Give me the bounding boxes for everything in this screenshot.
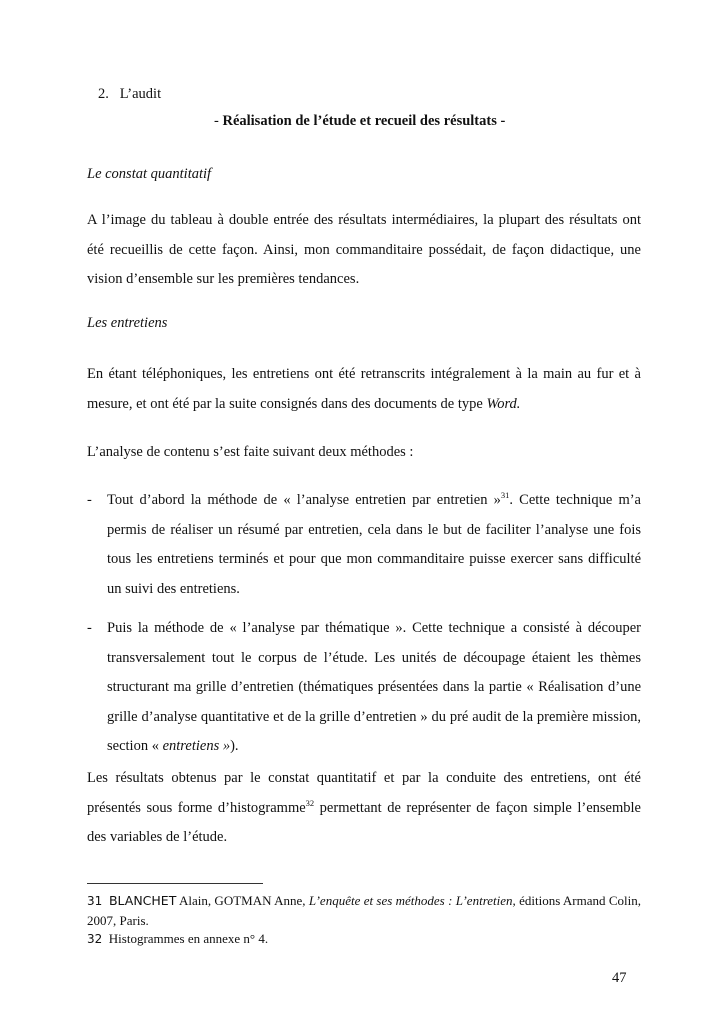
subtitle-text: Réalisation de l’étude et recueil des résultats -: [222, 113, 506, 129]
footnote-31-title: L’enquête et ses méthodes : L’entretien,: [308, 893, 516, 908]
list-item-text: [107, 486, 641, 604]
list-item-text: [107, 614, 641, 762]
resultats-text-b: permettant de représenter de façon simple l’ensemble des variables de l’étude.: [87, 799, 641, 845]
item2-text-b: ).: [230, 738, 239, 754]
section-heading: [98, 86, 161, 103]
list-item-methode-2: [87, 614, 641, 762]
list-bullet: -: [87, 492, 92, 508]
footnote-32-mark: 32: [87, 932, 103, 946]
footnote-32-text: Histogrammes en annexe n° 4.: [108, 931, 269, 946]
list-bullet: -: [87, 620, 92, 636]
resultats-text-a: Les résultats obtenus par le constat quantitatif et par la conduite des entretiens, ont été présentés sous forme d’histogramme: [87, 770, 641, 816]
paragraph-entretiens-2: L’analyse de contenu s’est faite suivant deux méthodes :: [87, 444, 414, 460]
footnote-31-text-b: éditions Armand Colin, 2007, Paris.: [87, 893, 641, 928]
word-italic: Word.: [486, 395, 521, 412]
footnote-31: [87, 891, 641, 930]
item1-text-b: . Cette technique m’a permis de réaliser un résumé par entretien, cela dans le but de faciliter l’analyse une fois tous les entretiens terminés et pour que mon commanditaire puisse exercer sans difficulté un suivi des entretiens.: [107, 492, 641, 597]
footnote-31-mark: 31: [87, 894, 103, 908]
subsection-subtitle: [214, 113, 505, 130]
heading-entretiens: Les entretiens: [87, 315, 168, 331]
page-number: 47: [612, 970, 627, 986]
paragraph-entretiens-1: [87, 360, 641, 419]
paragraph-constat: A l’image du tableau à double entrée des résultats intermédiaires, la plupart des résultats ont été recueillis de cette façon. Ainsi, mon commanditaire possédait, de façon didactique, une vision d’ensemble sur les premières tendances.: [87, 212, 641, 287]
footnote-31-author: BLANCHET: [108, 893, 177, 908]
subtitle-dash: -: [214, 113, 219, 129]
section-number: 2.: [98, 86, 109, 102]
item2-italic: entretiens »: [162, 738, 231, 754]
list-item-methode-1: [87, 486, 641, 604]
section-title: L’audit: [119, 86, 162, 102]
item1-text-a: Tout d’abord la méthode de « l’analyse entretien par entretien »: [107, 492, 501, 508]
footnote-ref-31[interactable]: 31: [500, 490, 510, 500]
paragraph-entretiens-1-text: En étant téléphoniques, les entretiens ont été retranscrits intégralement à la main au fur et à mesure, et ont été par la suite consignés dans des documents de type: [87, 366, 641, 412]
footnote-32: [87, 929, 641, 949]
paragraph-resultats: [87, 764, 641, 853]
footnote-31-text-a: Alain, GOTMAN Anne,: [178, 893, 306, 908]
heading-constat-quantitatif: Le constat quantitatif: [87, 166, 212, 182]
footnote-separator: [87, 883, 263, 884]
footnote-ref-32[interactable]: 32: [305, 797, 315, 808]
item2-text-a: Puis la méthode de « l’analyse par thématique ». Cette technique a consisté à découper transversalement tout le corpus de l’étude. Les unités de découpage étaient les thèmes structurant ma grille d’entretien (thématiques présentées dans la partie « Réalisation d’une grille d’analyse quantitative et de la grille d’entretien » du pré audit de la première mission, section «: [107, 620, 641, 754]
